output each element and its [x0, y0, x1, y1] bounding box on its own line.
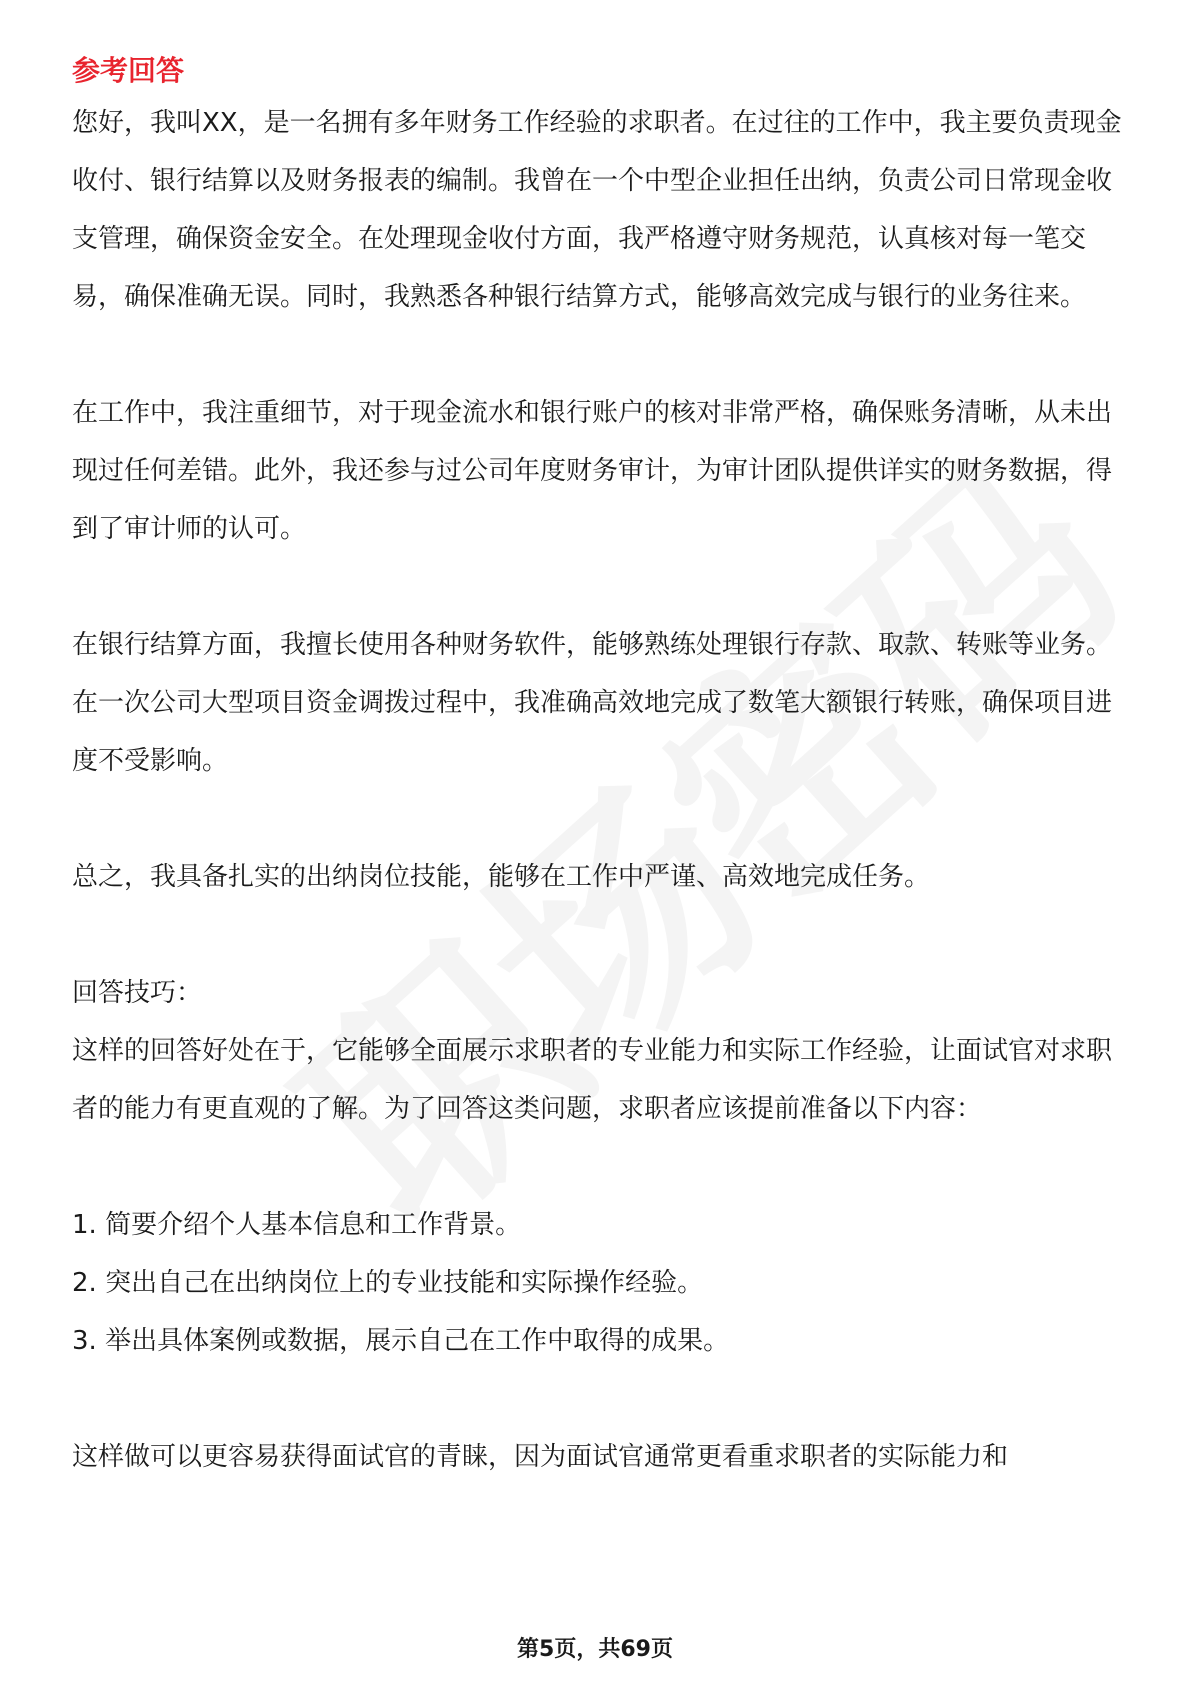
- section-heading: 参考回答: [72, 54, 185, 87]
- page-number: 第5页，共69页: [517, 1637, 673, 1662]
- answer-paragraph-4: 总之，我具备扎实的出纳岗位技能，能够在工作中严谨、高效地完成任务。: [72, 862, 931, 892]
- closing-paragraph: 这样做可以更容易获得面试官的青睐，因为面试官通常更看重求职者的实际能力和: [72, 1442, 1009, 1472]
- tips-list: [72, 1196, 1122, 1370]
- spacer: [72, 1370, 1122, 1428]
- tips-label: 回答技巧：: [72, 978, 203, 1008]
- spacer: [72, 906, 1122, 964]
- answer-paragraph-3: 在银行结算方面，我擅长使用各种财务软件，能够熟练处理银行存款、取款、转账等业务。在一次公司大型项目资金调拨过程中，我准确高效地完成了数笔大额银行转账，确保项目进度不受影响。: [72, 630, 1113, 776]
- document-page: [72, 48, 1122, 1486]
- spacer: [72, 558, 1122, 616]
- answer-paragraph-1: 您好，我叫XX，是一名拥有多年财务工作经验的求职者。在过往的工作中，我主要负责现金收付、银行结算以及财务报表的编制。我曾在一个中型企业担任出纳，负责公司日常现金收支管理，确保资金安全。在处理现金收付方面，我严格遵守财务规范，认真核对每一笔交易，确保准确无误。同时，我熟悉各种银行结算方式，能够高效完成与银行的业务往来。: [72, 108, 1122, 312]
- spacer: [72, 326, 1122, 384]
- spacer: [72, 1138, 1122, 1196]
- list-item: 2. 突出自己在出纳岗位上的专业技能和实际操作经验。: [72, 1268, 704, 1298]
- spacer: [72, 790, 1122, 848]
- list-item: 1. 简要介绍个人基本信息和工作背景。: [72, 1210, 522, 1240]
- tips-intro: 这样的回答好处在于，它能够全面展示求职者的专业能力和实际工作经验，让面试官对求职者的能力有更直观的了解。为了回答这类问题，求职者应该提前准备以下内容：: [72, 1036, 1113, 1124]
- answer-paragraph-2: 在工作中，我注重细节，对于现金流水和银行账户的核对非常严格，确保账务清晰，从未出现过任何差错。此外，我还参与过公司年度财务审计，为审计团队提供详实的财务数据，得到了审计师的认可。: [72, 398, 1113, 544]
- list-item: 3. 举出具体案例或数据，展示自己在工作中取得的成果。: [72, 1326, 730, 1356]
